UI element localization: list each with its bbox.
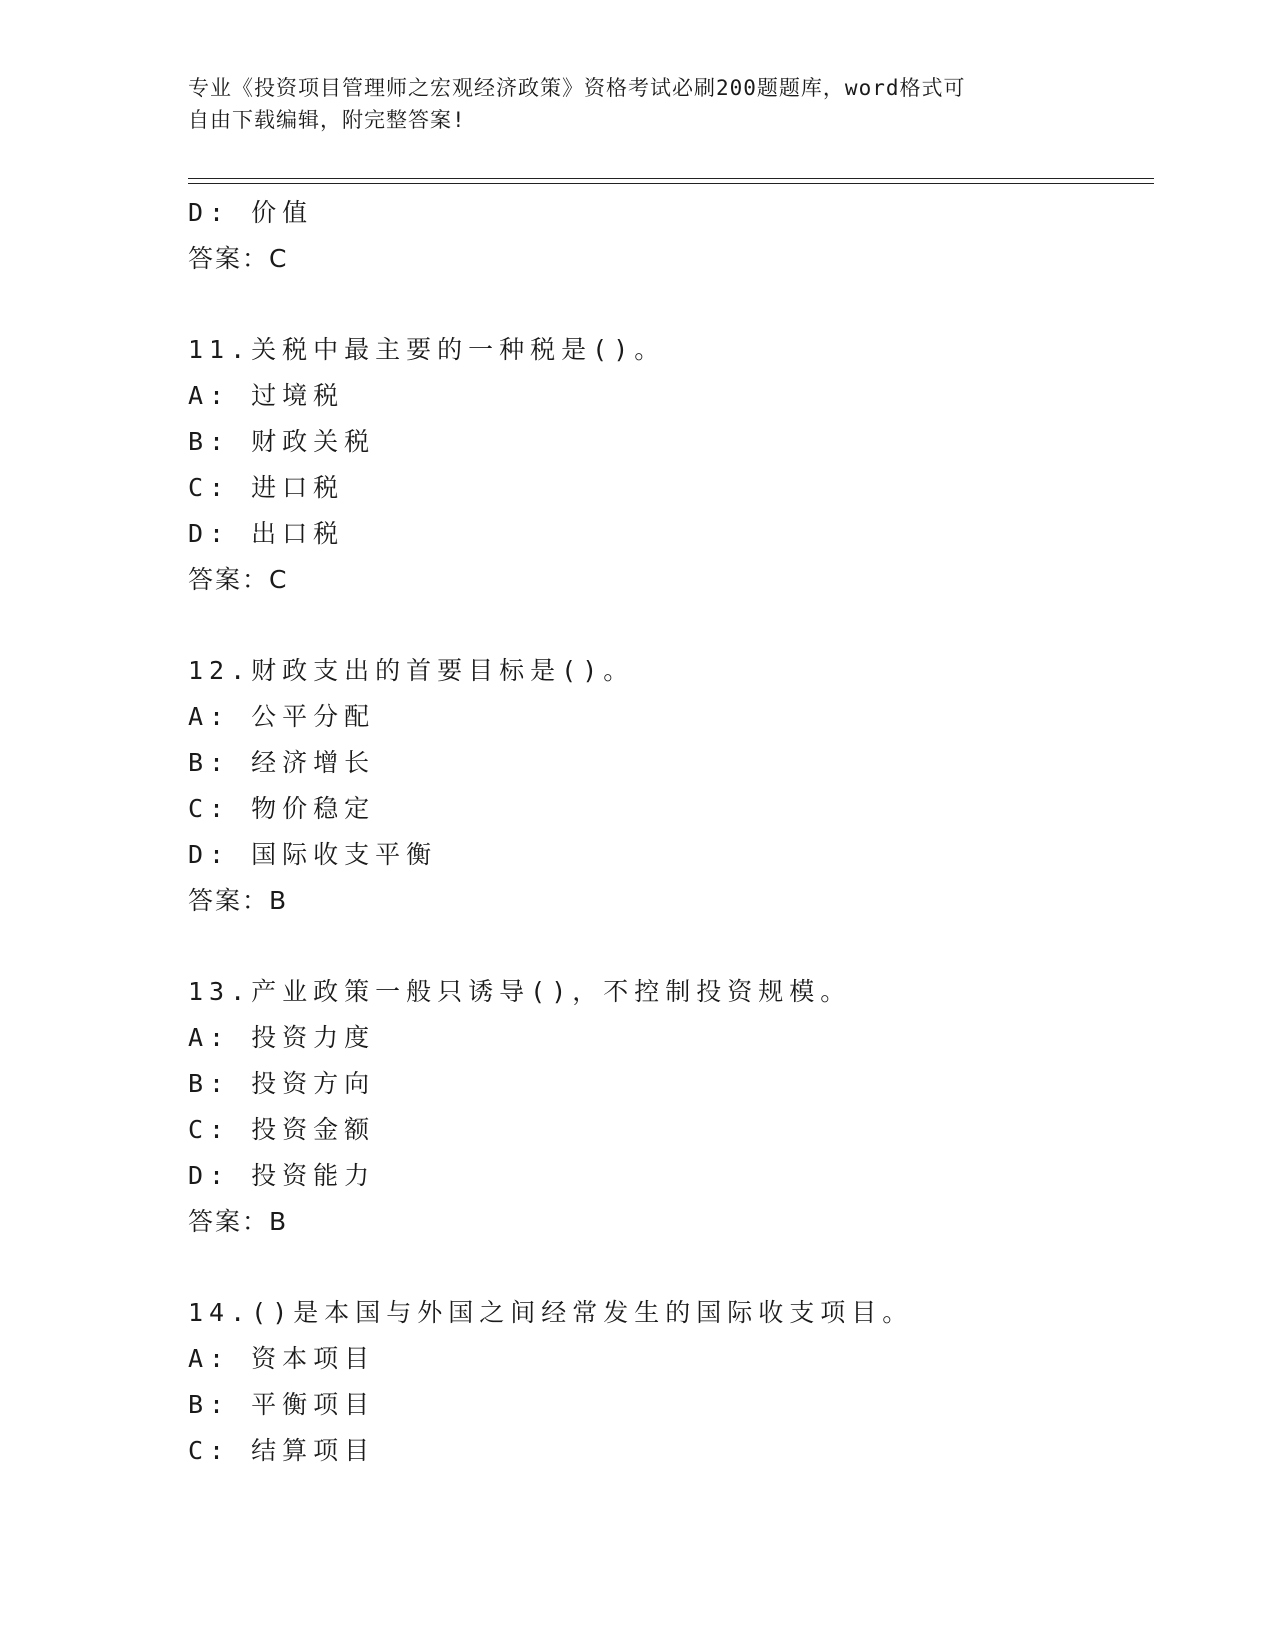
option-b: B: 经济增长 [188,748,376,777]
document-header [188,72,1088,136]
option-d: D: 投资能力 [188,1161,376,1190]
answer: 答案：C [188,565,289,594]
option-b: B: 平衡项目 [188,1390,376,1419]
header-divider-top [188,178,1154,179]
option-c: C: 进口税 [188,473,345,502]
option-d: D: 国际收支平衡 [188,840,438,869]
question-stem: 11.关税中最主要的一种税是()。 [188,335,666,364]
prev-answer: 答案：C [188,244,289,273]
answer: 答案：B [188,886,289,915]
question-list [188,190,1148,1474]
header-line-2: 自由下载编辑，附完整答案! [188,108,466,132]
header-divider-bottom [188,183,1154,184]
option-b: B: 投资方向 [188,1069,376,1098]
question-12 [188,648,1148,924]
header-line-1: 专业《投资项目管理师之宏观经济政策》资格考试必刷200题题库，word格式可 [188,76,966,100]
question-stem: 13.产业政策一般只诱导()，不控制投资规模。 [188,977,852,1006]
option-a: A: 投资力度 [188,1023,376,1052]
option-a: A: 过境税 [188,381,345,410]
option-b: B: 财政关税 [188,427,376,456]
question-stem: 14.()是本国与外国之间经常发生的国际收支项目。 [188,1298,914,1327]
option-c: C: 投资金额 [188,1115,376,1144]
option-d: D: 出口税 [188,519,345,548]
option-a: A: 资本项目 [188,1344,376,1373]
question-11 [188,327,1148,603]
option-a: A: 公平分配 [188,702,376,731]
option-c: C: 结算项目 [188,1436,376,1465]
question-14 [188,1290,1148,1474]
question-stem: 12.财政支出的首要目标是()。 [188,656,635,685]
prev-option-d: D: 价值 [188,198,314,227]
answer: 答案：B [188,1207,289,1236]
option-c: C: 物价稳定 [188,794,376,823]
question-13 [188,969,1148,1245]
